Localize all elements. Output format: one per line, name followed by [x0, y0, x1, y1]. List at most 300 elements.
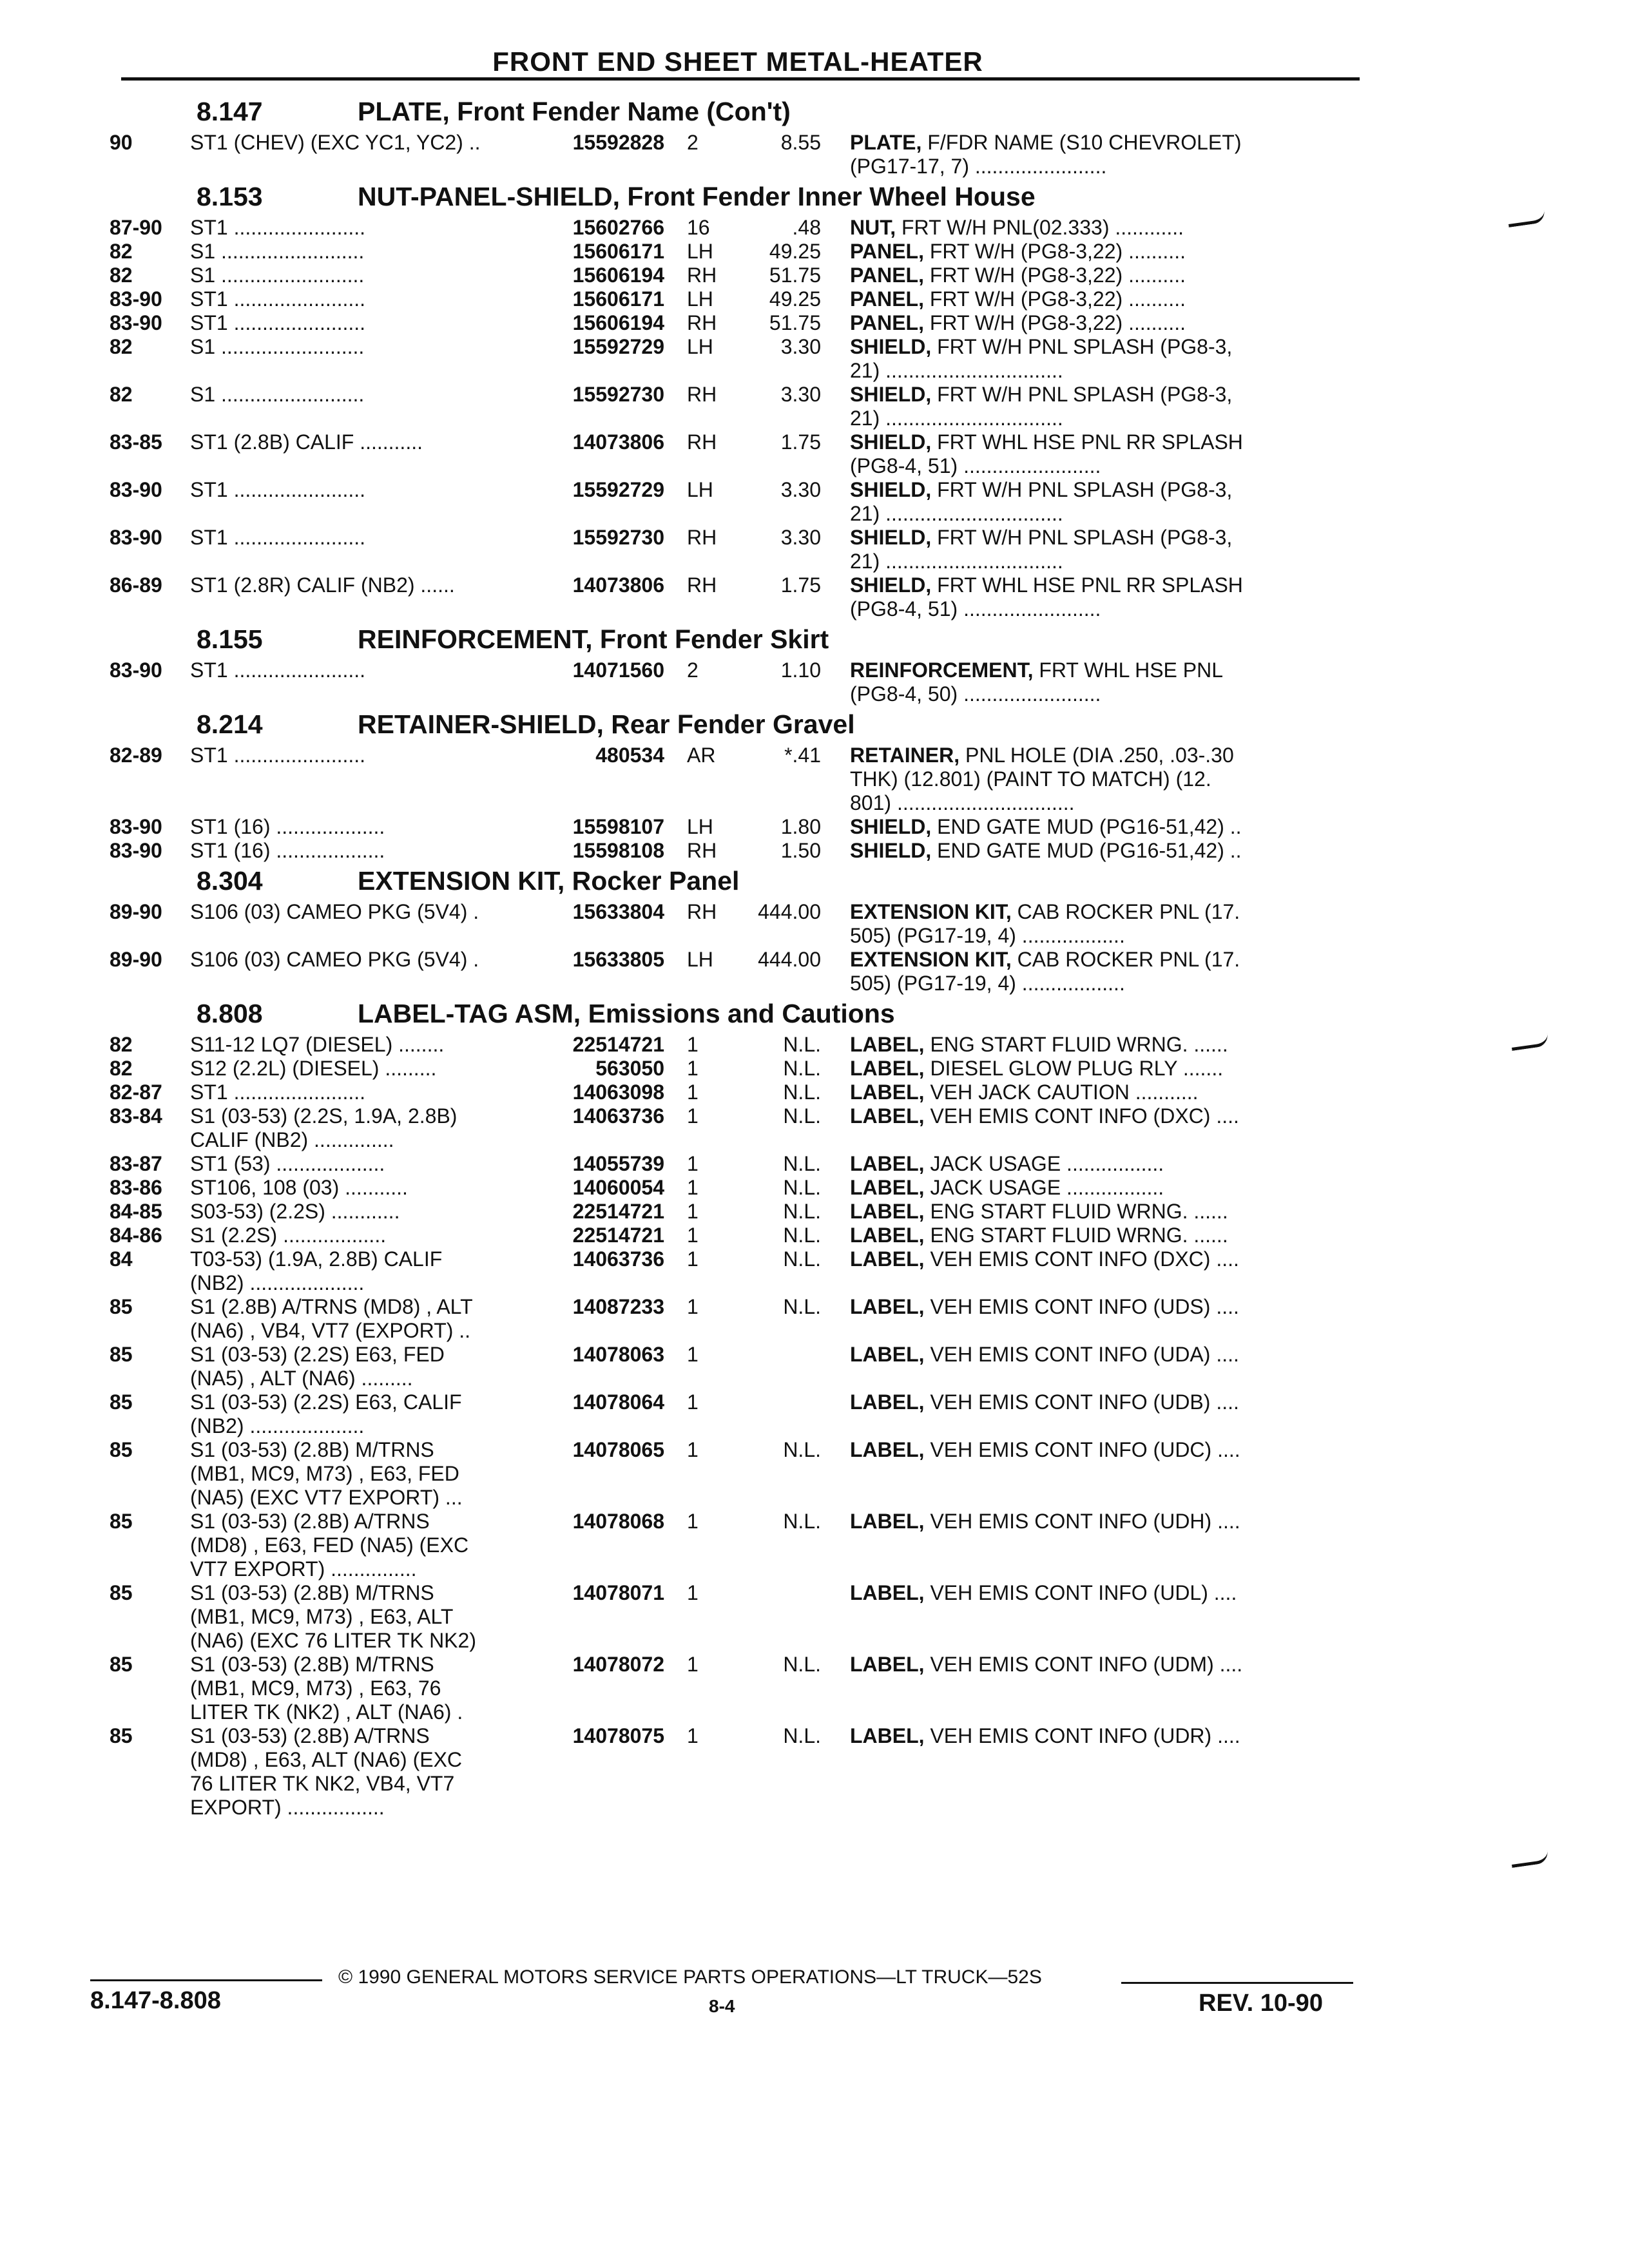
part-number: 14078075: [572, 1724, 664, 1747]
application-line: (MD8) , E63, FED (NA5) (EXC: [190, 1533, 469, 1557]
model-years: 85: [110, 1390, 133, 1414]
application-line: S1 (03-53) (2.8B) M/TRNS: [190, 1581, 434, 1604]
application-description: [190, 839, 546, 863]
part-description-line: [850, 1152, 1288, 1176]
part-description-line: THK) (12.801) (PAINT TO MATCH) (12.: [850, 767, 1211, 791]
application-description: [190, 1104, 546, 1152]
application-description: [190, 264, 546, 287]
application-line: S1 (03-53) (2.2S, 1.9A, 2.8B): [190, 1104, 458, 1128]
application-line: (NA6) , VB4, VT7 (EXPORT) ..: [190, 1319, 471, 1342]
part-row: [110, 335, 1373, 383]
section-number: 8.214: [197, 709, 263, 739]
application-line: T03-53) (1.9A, 2.8B) CALIF: [190, 1247, 443, 1271]
application-line: S1 .........................: [190, 335, 365, 358]
application-line: S106 (03) CAMEO PKG (5V4) .: [190, 948, 479, 971]
part-description-line: [850, 1438, 1288, 1462]
part-description-line: [850, 948, 1288, 972]
price: N.L.: [783, 1224, 821, 1247]
application-line: (NA6) (EXC 76 LITER TK NK2): [190, 1629, 476, 1652]
part-number: 15592729: [572, 335, 664, 358]
part-description-text: FRT W/H PNL SPLASH (PG8-3,: [937, 526, 1233, 549]
part-number: 14071560: [572, 658, 664, 682]
part-description-line: [850, 1295, 1288, 1319]
price: N.L.: [783, 1200, 821, 1223]
part-description-line: [850, 311, 1288, 335]
section-title: NUT-PANEL-SHIELD, Front Fender Inner Wheel House: [358, 182, 1036, 211]
part-number: 14063736: [572, 1247, 664, 1271]
application-description: [190, 1295, 546, 1343]
model-years: 83-90: [110, 478, 162, 501]
section-number: 8.808: [197, 999, 263, 1028]
part-description-line: (PG8-4, 50) ........................: [850, 682, 1101, 706]
quantity: 1: [687, 1200, 699, 1223]
application-line: S1 (03-53) (2.8B) M/TRNS: [190, 1438, 434, 1461]
model-years: 82: [110, 383, 133, 406]
price: 1.80: [780, 815, 821, 838]
application-line: (NA5) , ALT (NA6) .........: [190, 1367, 413, 1390]
part-description-line: [850, 1176, 1288, 1200]
application-description: [190, 900, 546, 948]
model-years: 83-90: [110, 839, 162, 862]
part-row: [110, 1224, 1373, 1247]
model-years: 83-85: [110, 430, 162, 454]
price: N.L.: [783, 1033, 821, 1056]
price: 8.55: [780, 131, 821, 154]
part-number: 14078063: [572, 1343, 664, 1366]
price: [742, 1390, 821, 1438]
part-description: [821, 1390, 1288, 1438]
application-description: [190, 311, 546, 335]
part-description-line: [850, 744, 1288, 767]
part-row: [110, 1510, 1373, 1581]
part-name: NUT,: [850, 216, 896, 239]
part-row: [110, 430, 1373, 478]
part-description-text: VEH EMIS CONT INFO (UDR) ....: [930, 1724, 1240, 1747]
part-description-line: [850, 131, 1288, 155]
part-row: [110, 383, 1373, 430]
part-description: [821, 658, 1288, 706]
footer-page-number: 8-4: [709, 1996, 735, 2016]
part-number: 14073806: [572, 573, 664, 597]
price: [742, 1581, 821, 1653]
part-number: 22514721: [572, 1033, 664, 1056]
quantity: RH: [687, 839, 717, 862]
part-name: SHIELD,: [850, 815, 932, 838]
margin-mark: [1510, 1033, 1549, 1051]
quantity: 1: [687, 1176, 699, 1199]
part-name: EXTENSION KIT,: [850, 948, 1012, 971]
application-line: S1 (03-53) (2.2S) E63, FED: [190, 1343, 445, 1366]
price: 1.10: [780, 658, 821, 682]
part-description: [821, 1057, 1288, 1081]
part-description: [821, 240, 1288, 264]
part-description: [821, 478, 1288, 526]
model-years: 90: [110, 131, 133, 154]
model-years: 85: [110, 1653, 133, 1676]
part-row: [110, 1653, 1373, 1724]
section-number: 8.153: [197, 182, 263, 211]
part-number: 563050: [595, 1057, 664, 1080]
part-description-line: 505) (PG17-19, 4) ..................: [850, 924, 1125, 947]
part-name: LABEL,: [850, 1438, 925, 1461]
application-description: [190, 1152, 546, 1176]
part-description-line: [850, 1653, 1288, 1677]
application-line: S1 (03-53) (2.8B) A/TRNS: [190, 1724, 430, 1747]
application-line: ST1 .......................: [190, 744, 366, 767]
quantity: 1: [687, 1057, 699, 1080]
part-description-text: JACK USAGE .................: [930, 1176, 1164, 1199]
part-description-line: [850, 1510, 1288, 1533]
model-years: 83-90: [110, 658, 162, 682]
part-name: RETAINER,: [850, 744, 960, 767]
quantity: RH: [687, 526, 717, 549]
part-description-text: VEH EMIS CONT INFO (DXC) ....: [930, 1104, 1239, 1128]
price: 444.00: [758, 948, 821, 971]
application-description: [190, 216, 546, 240]
quantity: RH: [687, 264, 717, 287]
application-line: VT7 EXPORT) ...............: [190, 1557, 417, 1581]
part-description-text: FRT WHL HSE PNL RR SPLASH: [937, 573, 1243, 597]
price: 3.30: [780, 478, 821, 501]
part-description-line: [850, 526, 1288, 550]
model-years: 82: [110, 335, 133, 358]
part-description-text: FRT W/H PNL SPLASH (PG8-3,: [937, 335, 1233, 358]
model-years: 85: [110, 1724, 133, 1747]
quantity: 1: [687, 1081, 699, 1104]
quantity: RH: [687, 573, 717, 597]
application-description: [190, 287, 546, 311]
part-row: [110, 1390, 1373, 1438]
price: N.L.: [783, 1438, 821, 1461]
part-name: LABEL,: [850, 1057, 925, 1080]
model-years: 85: [110, 1295, 133, 1318]
part-row: [110, 1343, 1373, 1390]
application-description: [190, 658, 546, 706]
section-number: 8.147: [197, 97, 263, 126]
application-description: [190, 335, 546, 383]
part-description-text: FRT W/H PNL(02.333) ............: [901, 216, 1184, 239]
part-description-text: VEH EMIS CONT INFO (UDA) ....: [930, 1343, 1239, 1366]
part-description-text: FRT W/H (PG8-3,22) ..........: [929, 311, 1186, 334]
part-description-line: [850, 1224, 1288, 1247]
part-description: [821, 1438, 1288, 1510]
part-row: [110, 1200, 1373, 1224]
section-title: EXTENSION KIT, Rocker Panel: [358, 866, 740, 896]
model-years: 82: [110, 240, 133, 263]
part-description-line: (PG8-4, 51) ........................: [850, 454, 1101, 477]
application-line: S1 (03-53) (2.8B) A/TRNS: [190, 1510, 430, 1533]
margin-mark: [1507, 210, 1546, 227]
part-description-line: [850, 573, 1288, 597]
price: 3.30: [780, 526, 821, 549]
part-name: PANEL,: [850, 287, 924, 311]
application-line: ST1 .......................: [190, 216, 366, 239]
part-description-text: END GATE MUD (PG16-51,42) ..: [937, 839, 1242, 862]
part-description: [821, 1581, 1288, 1653]
part-description: [821, 311, 1288, 335]
part-description-line: [850, 216, 1288, 240]
application-line: ST1 .......................: [190, 1081, 366, 1104]
model-years: 87-90: [110, 216, 162, 239]
price: N.L.: [783, 1176, 821, 1199]
section-title: REINFORCEMENT, Front Fender Skirt: [358, 624, 829, 654]
part-description: [821, 216, 1288, 240]
part-description: [821, 744, 1288, 815]
price: 1.75: [780, 573, 821, 597]
model-years: 83-87: [110, 1152, 162, 1175]
application-description: [190, 1724, 546, 1820]
quantity: 1: [687, 1224, 699, 1247]
application-description: [190, 948, 546, 995]
part-row: [110, 287, 1373, 311]
application-line: S1 (03-53) (2.2S) E63, CALIF: [190, 1390, 462, 1414]
part-name: LABEL,: [850, 1653, 925, 1676]
part-description: [821, 1152, 1288, 1176]
part-description-text: FRT W/H (PG8-3,22) ..........: [929, 264, 1186, 287]
part-number: 15606194: [572, 311, 664, 334]
application-line: S1 .........................: [190, 383, 365, 406]
application-line: EXPORT) .................: [190, 1796, 385, 1819]
part-description-text: VEH EMIS CONT INFO (UDB) ....: [930, 1390, 1239, 1414]
application-description: [190, 1581, 546, 1653]
application-line: S11-12 LQ7 (DIESEL) ........: [190, 1033, 445, 1056]
price: 49.25: [769, 240, 821, 263]
part-row: [110, 240, 1373, 264]
model-years: 89-90: [110, 900, 162, 923]
part-name: LABEL,: [850, 1152, 925, 1175]
application-description: [190, 815, 546, 839]
application-description: [190, 1200, 546, 1224]
application-line: ST1 (16) ...................: [190, 815, 385, 838]
part-description: [821, 815, 1288, 839]
part-number: 14078068: [572, 1510, 664, 1533]
price: [742, 1343, 821, 1390]
application-line: ST1 (2.8B) CALIF ...........: [190, 430, 423, 454]
part-description-text: CAB ROCKER PNL (17.: [1017, 900, 1240, 923]
application-description: [190, 1176, 546, 1200]
model-years: 85: [110, 1510, 133, 1533]
part-description-line: [850, 335, 1288, 359]
part-description-line: 21) ...............................: [850, 407, 1063, 430]
top-rule: [121, 77, 1360, 81]
quantity: LH: [687, 478, 713, 501]
part-row: [110, 744, 1373, 815]
quantity: RH: [687, 430, 717, 454]
part-description: [821, 1724, 1288, 1820]
part-number: 14055739: [572, 1152, 664, 1175]
application-line: S1 (2.2S) ..................: [190, 1224, 387, 1247]
application-description: [190, 526, 546, 573]
part-description-line: [850, 1390, 1288, 1414]
part-description: [821, 287, 1288, 311]
part-description-line: [850, 1033, 1288, 1057]
application-line: S03-53) (2.2S) ............: [190, 1200, 400, 1223]
part-description-line: 21) ...............................: [850, 359, 1063, 382]
application-line: (NB2) ....................: [190, 1271, 365, 1294]
application-line: ST1 .......................: [190, 478, 366, 501]
part-description-line: [850, 658, 1288, 682]
application-line: 76 LITER TK NK2, VB4, VT7: [190, 1772, 455, 1795]
quantity: LH: [687, 287, 713, 311]
price: N.L.: [783, 1510, 821, 1533]
part-name: LABEL,: [850, 1581, 925, 1604]
part-name: PANEL,: [850, 311, 924, 334]
model-years: 83-90: [110, 526, 162, 549]
part-description: [821, 264, 1288, 287]
application-description: [190, 430, 546, 478]
application-description: [190, 1390, 546, 1438]
quantity: 1: [687, 1724, 699, 1747]
part-name: LABEL,: [850, 1200, 925, 1223]
part-description-line: [850, 900, 1288, 924]
application-line: ST1 (16) ...................: [190, 839, 385, 862]
price: 3.30: [780, 335, 821, 358]
application-line: S1 (03-53) (2.8B) M/TRNS: [190, 1653, 434, 1676]
part-description-text: FRT WHL HSE PNL: [1039, 658, 1224, 682]
part-description-text: ENG START FLUID WRNG. ......: [930, 1033, 1228, 1056]
application-line: (MB1, MC9, M73) , E63, 76: [190, 1677, 441, 1700]
section-header: [197, 621, 1373, 658]
part-number: 15598108: [572, 839, 664, 862]
part-number: 15598107: [572, 815, 664, 838]
part-row: [110, 131, 1373, 178]
price: N.L.: [783, 1104, 821, 1128]
model-years: 82-87: [110, 1081, 162, 1104]
section-header: [197, 706, 1373, 744]
part-description-line: [850, 287, 1288, 311]
margin-mark: [1510, 1850, 1549, 1868]
part-description-line: [850, 839, 1288, 863]
part-description-text: F/FDR NAME (S10 CHEVROLET): [927, 131, 1242, 154]
part-description-text: VEH EMIS CONT INFO (UDH) ....: [930, 1510, 1240, 1533]
part-row: [110, 839, 1373, 863]
application-line: (NA5) (EXC VT7 EXPORT) ...: [190, 1486, 463, 1509]
part-description: [821, 900, 1288, 948]
section-header: [197, 178, 1373, 216]
application-line: S1 (2.8B) A/TRNS (MD8) , ALT: [190, 1295, 473, 1318]
part-description-line: [850, 1343, 1288, 1367]
part-description-text: FRT W/H PNL SPLASH (PG8-3,: [937, 383, 1233, 406]
application-line: CALIF (NB2) ..............: [190, 1128, 394, 1151]
application-description: [190, 240, 546, 264]
footer-section-range: 8.147-8.808: [90, 1987, 221, 2014]
part-name: PANEL,: [850, 240, 924, 263]
quantity: 1: [687, 1104, 699, 1128]
part-description: [821, 839, 1288, 863]
application-description: [190, 478, 546, 526]
part-description: [821, 1343, 1288, 1390]
part-number: 14073806: [572, 430, 664, 454]
price: 444.00: [758, 900, 821, 923]
part-number: 15592730: [572, 383, 664, 406]
price: N.L.: [783, 1653, 821, 1676]
part-description-text: JACK USAGE .................: [930, 1152, 1164, 1175]
part-row: [110, 216, 1373, 240]
model-years: 82-89: [110, 744, 162, 767]
part-number: 14078072: [572, 1653, 664, 1676]
part-row: [110, 1033, 1373, 1057]
part-description: [821, 573, 1288, 621]
application-description: [190, 1057, 546, 1081]
part-description-line: 801) ...............................: [850, 791, 1075, 814]
part-row: [110, 1057, 1373, 1081]
quantity: RH: [687, 383, 717, 406]
model-years: 83-90: [110, 815, 162, 838]
part-description: [821, 1247, 1288, 1295]
application-description: [190, 1510, 546, 1581]
part-number: 14078064: [572, 1390, 664, 1414]
price: *.41: [784, 744, 821, 767]
model-years: 83-90: [110, 311, 162, 334]
application-description: [190, 383, 546, 430]
quantity: 1: [687, 1581, 699, 1604]
part-description-text: DIESEL GLOW PLUG RLY .......: [930, 1057, 1224, 1080]
part-description-text: FRT WHL HSE PNL RR SPLASH: [937, 430, 1243, 454]
quantity: 1: [687, 1510, 699, 1533]
part-description: [821, 526, 1288, 573]
part-name: LABEL,: [850, 1081, 925, 1104]
part-number: 480534: [595, 744, 664, 767]
model-years: 85: [110, 1343, 133, 1366]
model-years: 82: [110, 264, 133, 287]
application-line: ST1 .......................: [190, 658, 366, 682]
part-number: 15633805: [572, 948, 664, 971]
part-description-line: [850, 264, 1288, 287]
quantity: 2: [687, 658, 699, 682]
part-description-text: VEH EMIS CONT INFO (UDS) ....: [930, 1295, 1239, 1318]
part-row: [110, 526, 1373, 573]
part-row: [110, 1247, 1373, 1295]
price: .48: [792, 216, 821, 239]
application-line: (MB1, MC9, M73) , E63, ALT: [190, 1605, 454, 1628]
application-line: S12 (2.2L) (DIESEL) .........: [190, 1057, 437, 1080]
quantity: 1: [687, 1343, 699, 1366]
application-line: S1 .........................: [190, 264, 365, 287]
part-name: LABEL,: [850, 1224, 925, 1247]
part-row: [110, 573, 1373, 621]
price: N.L.: [783, 1724, 821, 1747]
part-name: EXTENSION KIT,: [850, 900, 1012, 923]
model-years: 83-86: [110, 1176, 162, 1199]
application-line: ST1 .......................: [190, 311, 366, 334]
section-title: LABEL-TAG ASM, Emissions and Cautions: [358, 999, 895, 1028]
part-name: SHIELD,: [850, 383, 932, 406]
quantity: LH: [687, 335, 713, 358]
section-title: PLATE, Front Fender Name (Con't): [358, 97, 791, 126]
part-number: 14063736: [572, 1104, 664, 1128]
footer-revision: REV. 10-90: [1199, 1990, 1323, 2017]
section-number: 8.155: [197, 624, 263, 654]
quantity: LH: [687, 815, 713, 838]
part-name: SHIELD,: [850, 478, 932, 501]
part-description-text: VEH EMIS CONT INFO (UDL) ....: [930, 1581, 1237, 1604]
part-name: SHIELD,: [850, 526, 932, 549]
part-row: [110, 1295, 1373, 1343]
application-line: (MB1, MC9, M73) , E63, FED: [190, 1462, 459, 1485]
part-number: 15592828: [572, 131, 664, 154]
model-years: 83-84: [110, 1104, 162, 1128]
part-name: LABEL,: [850, 1343, 925, 1366]
price: N.L.: [783, 1295, 821, 1318]
part-row: [110, 1104, 1373, 1152]
part-description-line: [850, 478, 1288, 502]
model-years: 82: [110, 1033, 133, 1056]
part-row: [110, 1581, 1373, 1653]
part-row: [110, 478, 1373, 526]
part-description-line: (PG8-4, 51) ........................: [850, 597, 1101, 620]
footer-copyright: © 1990 GENERAL MOTORS SERVICE PARTS OPERATIONS—LT TRUCK—52S: [338, 1966, 1042, 1988]
quantity: LH: [687, 948, 713, 971]
